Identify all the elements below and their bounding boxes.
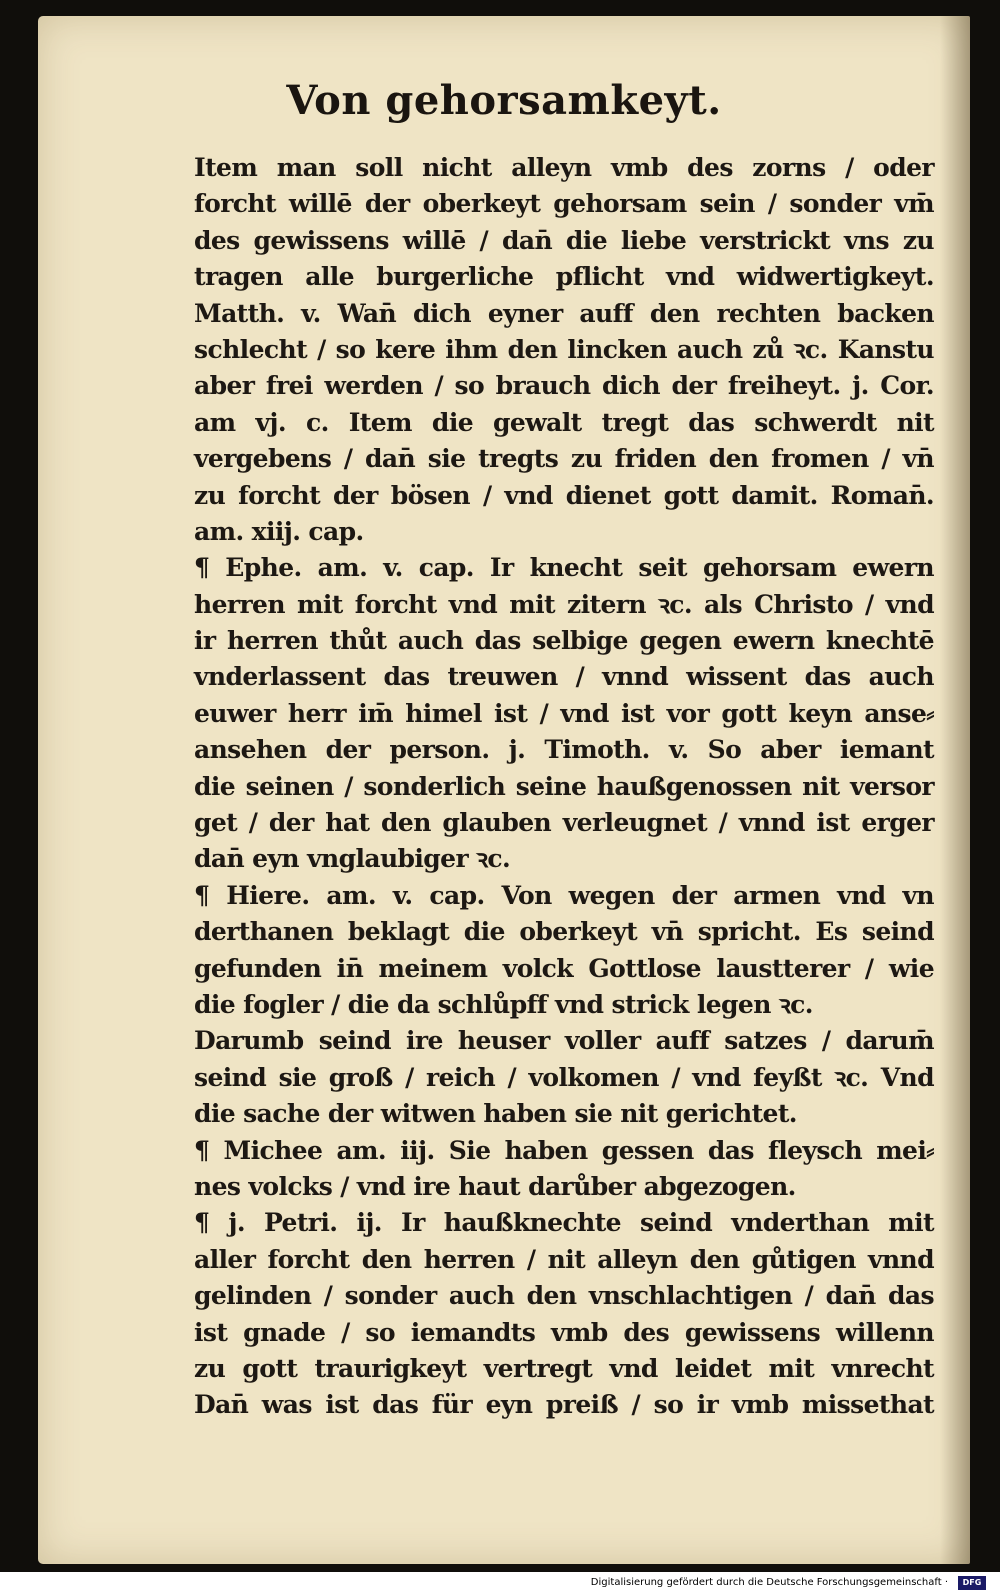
footer-credit: Digitalisierung gefördert durch die Deutsche Forschungsgemeinschaft ·	[590, 1577, 948, 1588]
page-spine-shadow	[940, 16, 970, 1564]
text-line: get / der hat den glauben verleugnet / vnnd ist erger	[194, 808, 934, 838]
book-page	[38, 16, 970, 1564]
text-line: die sache der witwen haben sie nit gerichtet.	[194, 1099, 797, 1129]
text-line: zu forcht der bösen / vnd dienet gott damit. Roman̄.	[194, 480, 934, 510]
page-title: Von gehorsamkeyt.	[286, 77, 722, 124]
text-line: ir herren thůt auch das selbige gegen ewern knechtē	[194, 626, 934, 656]
text-line: des gewissens willē / dan̄ die liebe verstrickt vns zu	[194, 225, 934, 255]
text-line: zu gott traurigkeyt vertregt vnd leidet mit vnrecht	[194, 1353, 934, 1383]
text-line: die fogler / die da schlůpff vnd strick legen ꝛc.	[194, 989, 813, 1019]
text-line: dan̄ eyn vnglaubiger ꝛc.	[194, 844, 511, 874]
text-line: die seinen / sonderlich seine haußgenossen nit versor	[194, 771, 934, 801]
text-line: ¶ Michee am. iij. Sie haben gessen das fleysch mei⸗	[194, 1135, 934, 1165]
text-line: gelinden / sonder auch den vnschlachtigen / dan̄ das	[194, 1281, 934, 1311]
text-line: am vj. c. Item die gewalt tregt das schwerdt nit	[194, 407, 934, 437]
text-line: ansehen der person. j. Timoth. v. So aber iemant	[194, 735, 934, 765]
text-line: aber frei werden / so brauch dich der freiheyt. j. Cor.	[194, 371, 934, 401]
text-line: vnderlassent das treuwen / vnnd wissent das auch	[194, 662, 934, 692]
body-text	[194, 150, 934, 1424]
text-line: derthanen beklagt die oberkeyt vn̄ spricht. Es seind	[194, 917, 934, 947]
text-line: Dan̄ was ist das für eyn preiß / so ir vmb missethat	[194, 1390, 934, 1420]
text-line: seind sie groß / reich / volkomen / vnd feyßt ꝛc. Vnd	[194, 1062, 934, 1092]
dfg-logo-icon: DFG	[958, 1576, 986, 1590]
text-line: Item man soll nicht alleyn vmb des zorns / oder	[194, 153, 934, 182]
text-line: nes volcks / vnd ire haut darůber abgezogen.	[194, 1171, 796, 1201]
text-line: Matth. v. Wan̄ dich eyner auff den rechten backen	[194, 298, 934, 328]
text-line: tragen alle burgerliche pflicht vnd widwertigkeyt.	[194, 262, 934, 292]
text-line: Darumb seind ire heuser voller auff satzes / darum̄	[194, 1026, 934, 1056]
text-line: ¶ Ephe. am. v. cap. Ir knecht seit gehorsam ewern	[194, 553, 934, 583]
text-line: forcht willē der oberkeyt gehorsam sein / sonder vm̄	[194, 189, 934, 219]
text-line: vergebens / dan̄ sie tregts zu friden den fromen / vn̄	[194, 444, 934, 474]
text-line: euwer herr im̄ himel ist / vnd ist vor gott keyn anse⸗	[194, 698, 934, 728]
text-line: ¶ Hiere. am. v. cap. Von wegen der armen vnd vn	[194, 880, 934, 910]
text-line: ¶ j. Petri. ij. Ir haußknechte seind vnderthan mit	[194, 1208, 934, 1238]
footer-bar	[0, 1572, 1000, 1594]
text-line: ist gnade / so iemandts vmb des gewissens willenn	[194, 1317, 934, 1347]
text-line: am. xiij. cap.	[194, 516, 364, 546]
text-line: aller forcht den herren / nit alleyn den gůtigen vnnd	[194, 1244, 934, 1274]
text-line: schlecht / so kere ihm den lincken auch zů ꝛc. Kanstu	[194, 334, 934, 364]
text-line: herren mit forcht vnd mit zitern ꝛc. als Christo / vnd	[194, 589, 934, 619]
text-line: gefunden in̄ meinem volck Gottlose laustterer / wie	[194, 953, 934, 983]
